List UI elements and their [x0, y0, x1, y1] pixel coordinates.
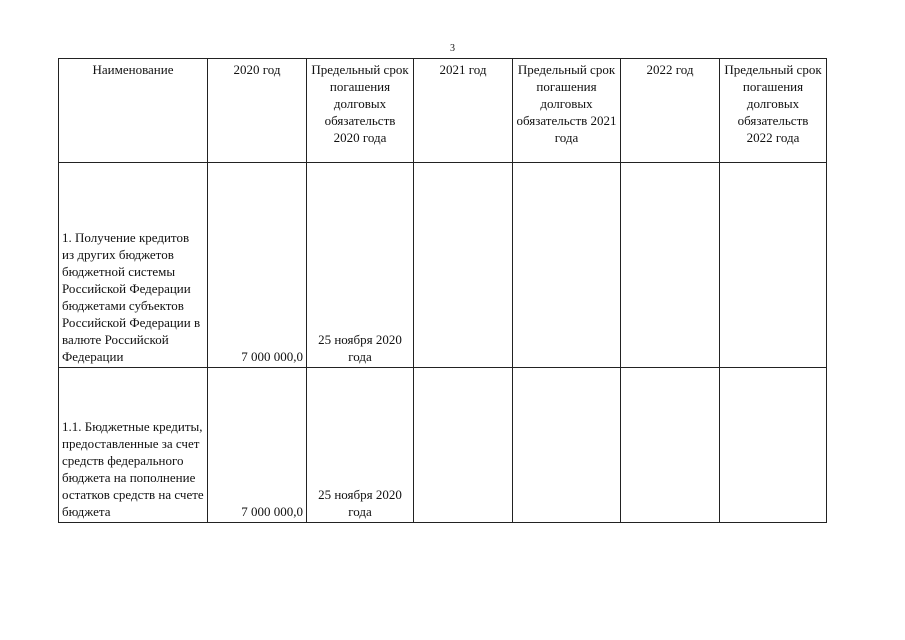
table-row: [59, 163, 827, 368]
header-2020: 2020 год: [208, 59, 307, 163]
table-header-row: [59, 59, 827, 163]
row-value-2020: 7 000 000,0: [208, 368, 307, 523]
header-deadline-2020: Предельный срок погашения долговых обязательств 2020 года: [307, 59, 414, 163]
row-value-2021: [414, 163, 513, 368]
row-deadline-2021: [513, 163, 621, 368]
row-value-2022: [621, 163, 720, 368]
table-row: [59, 368, 827, 523]
row-deadline-2020: 25 ноября 2020 года: [307, 368, 414, 523]
debt-table: [58, 58, 827, 523]
row-deadline-2022: [720, 368, 827, 523]
row-name: 1.1. Бюджетные кредиты, предоставленные за счет средств федерального бюджета на пополнение остатков средств на счете бюджета: [59, 368, 208, 523]
page-number: 3: [450, 43, 455, 54]
header-2022: 2022 год: [621, 59, 720, 163]
row-value-2020: 7 000 000,0: [208, 163, 307, 368]
header-deadline-2022: Предельный срок погашения долговых обязательств 2022 года: [720, 59, 827, 163]
header-name: Наименование: [59, 59, 208, 163]
row-name: 1. Получение кредитов из других бюджетов бюджетной системы Российской Федерации бюджетами субъектов Российской Федерации в валюте Российской Федерации: [59, 163, 208, 368]
row-deadline-2022: [720, 163, 827, 368]
row-deadline-2020: 25 ноября 2020 года: [307, 163, 414, 368]
row-deadline-2021: [513, 368, 621, 523]
header-deadline-2021: Предельный срок погашения долговых обязательств 2021 года: [513, 59, 621, 163]
header-2021: 2021 год: [414, 59, 513, 163]
row-value-2022: [621, 368, 720, 523]
row-value-2021: [414, 368, 513, 523]
